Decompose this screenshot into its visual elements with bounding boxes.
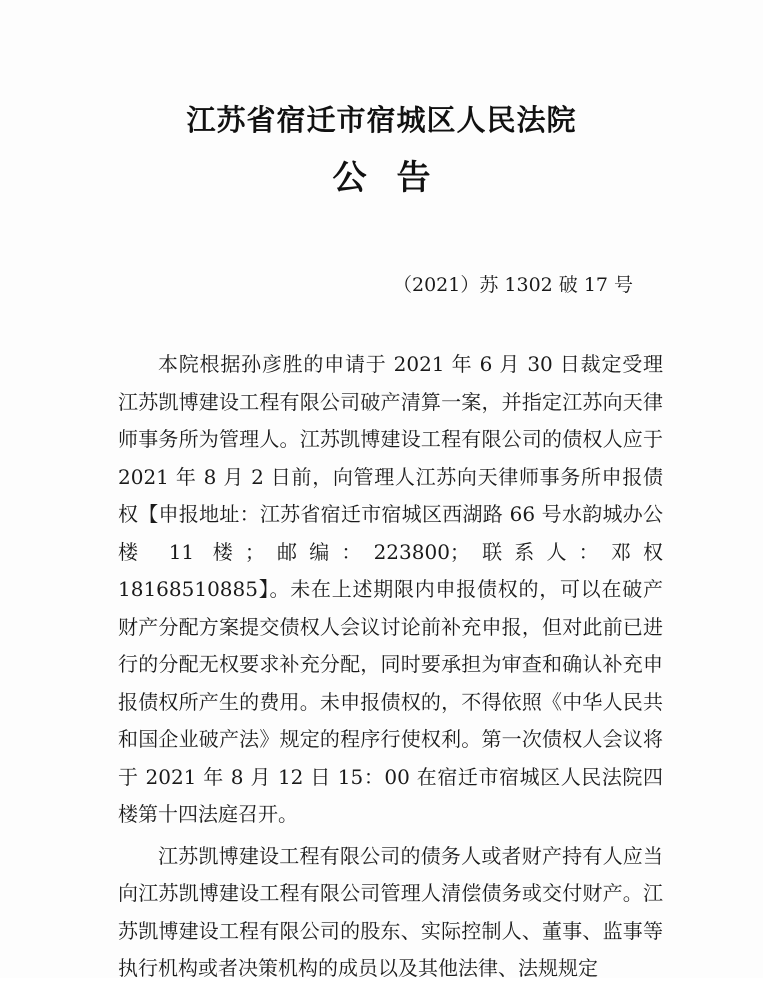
paragraph-2: 江苏凯博建设工程有限公司的债务人或者财产持有人应当向江苏凯博建设工程有限公司管理人清偿债务或交付财产。江苏凯博建设工程有限公司的股东、实际控制人、董事、监事等执行机构或者决策机构的成员以及其他法律、法规规定 [118, 843, 663, 980]
court-name: 江苏省宿迁市宿城区人民法院 [186, 103, 577, 137]
document-title: 公告 [332, 158, 461, 198]
body-text [118, 346, 663, 988]
paragraph-1: 本院根据孙彦胜的申请于 2021 年 6 月 30 日裁定受理江苏凯博建设工程有限公司破产清算一案，并指定江苏向天律师事务所为管理人。江苏凯博建设工程有限公司的债权人应于 2021 年 8 月 2 日前，向管理人江苏向天律师事务所申报债权【申报地址：江苏省宿迁市宿城区西湖路 66 号水韵城办公楼 11 楼；邮编：223800；联系人：邓权 18168510885】。未在上述期限内申报债权的，可以在破产财产分配方案提交债权人会议讨论前补充申报，但对此前已进行的分配无权要求补充分配，同时要承担为审查和确认补充申报债权所产生的费用。未申报债权的，不得依照《中华人民共和国企业破产法》规定的程序行使权利。第一次债权人会议将于 2021 年 8 月 12 日 15：00 在宿迁市宿城区人民法院四楼第十四法庭召开。 [118, 352, 663, 826]
case-number: （2021）苏 1302 破 17 号 [393, 274, 634, 296]
